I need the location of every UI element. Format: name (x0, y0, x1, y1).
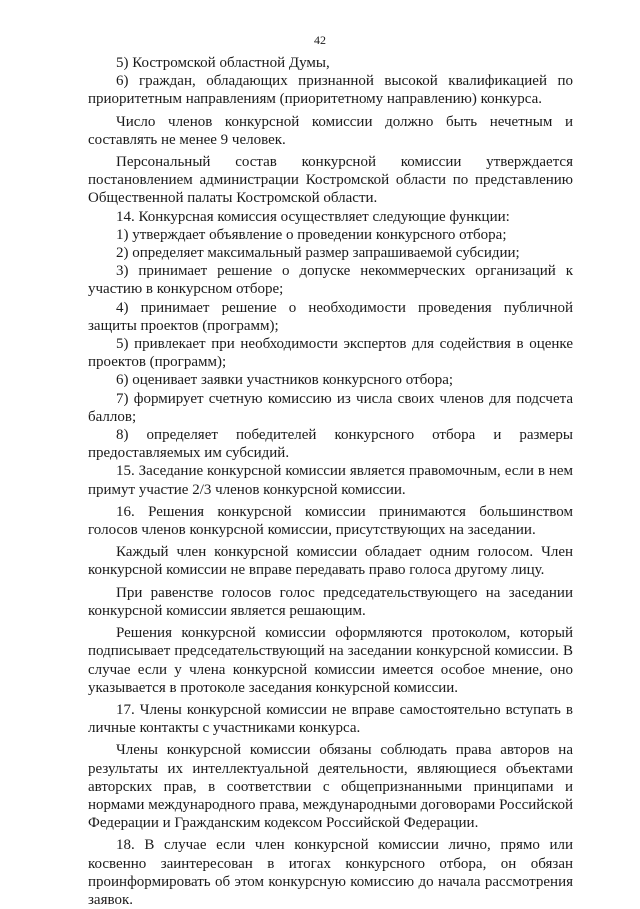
paragraph: 6) граждан, обладающих признанной высокой квалификацией по приоритетным направлениям (приоритетному направлению) конкурса. (88, 73, 573, 108)
paragraph: Каждый член конкурсной комиссии обладает одним голосом. Член конкурсной комиссии не вправе передавать право голоса другому лицу. (88, 544, 573, 579)
paragraph: 1) утверждает объявление о проведении конкурсного отбора; (116, 226, 507, 243)
paragraph: 14. Конкурсная комиссия осуществляет следующие функции: (116, 208, 510, 225)
page-number: 42 (314, 33, 326, 47)
paragraph: Решения конкурсной комиссии оформляются протоколом, который подписывает председательствующий на заседании конкурсной комиссии. В случае если у члена конкурсной комиссии имеется особое мнение, оно указывается в протоколе заседания конкурсной комиссии. (88, 625, 573, 696)
paragraph: 17. Члены конкурсной комиссии не вправе самостоятельно вступать в личные контакты с участниками конкурса. (88, 701, 573, 737)
paragraph: 18. В случае если член конкурсной комиссии лично, прямо или косвенно заинтересован в итогах конкурсного отбора, он обязан проинформировать об этом конкурсную комиссию до начала рассмотрения заявок. (88, 837, 573, 908)
paragraph: 4) принимает решение о необходимости проведения публичной защиты проектов (программ); (88, 299, 573, 334)
paragraph: 2) определяет максимальный размер запрашиваемой субсидии; (116, 245, 520, 262)
paragraph: При равенстве голосов голос председательствующего на заседании конкурсной комиссии является решающим. (88, 584, 573, 619)
paragraph: Члены конкурсной комиссии обязаны соблюдать права авторов на результаты их интеллектуальной деятельности, являющиеся объектами авторских прав, в соответствии с общепризнанными принципами и нормами международного права, международными договорами Российской Федерации и Гражданским кодексом Российской Федерации. (88, 742, 573, 832)
paragraph: 8) определяет победителей конкурсного отбора и размеры предоставляемых им субсидий. (88, 427, 573, 462)
paragraph: Персональный состав конкурсной комиссии утверждается постановлением администрации Костромской области по представлению Общественной палаты Костромской области. (88, 154, 573, 207)
paragraph: 5) Костромской областной Думы, (116, 55, 330, 71)
paragraph: Число членов конкурсной комиссии должно быть нечетным и составлять не менее 9 человек. (88, 113, 573, 148)
paragraph: 5) привлекает при необходимости экспертов для содействия в оценке проектов (программ); (88, 336, 573, 371)
paragraph: 6) оценивает заявки участников конкурсного отбора; (116, 372, 454, 389)
paragraph: 3) принимает решение о допуске некоммерческих организаций к участию в конкурсном отборе; (88, 263, 573, 298)
paragraph: 15. Заседание конкурсной комиссии является правомочным, если в нем примут участие 2/3 членов конкурсной комиссии. (88, 463, 573, 498)
paragraph: 16. Решения конкурсной комиссии принимаются большинством голосов членов конкурсной комиссии, присутствующих на заседании. (88, 503, 573, 539)
document-body (88, 54, 573, 909)
paragraph: 7) формирует счетную комиссию из числа своих членов для подсчета баллов; (88, 390, 573, 425)
